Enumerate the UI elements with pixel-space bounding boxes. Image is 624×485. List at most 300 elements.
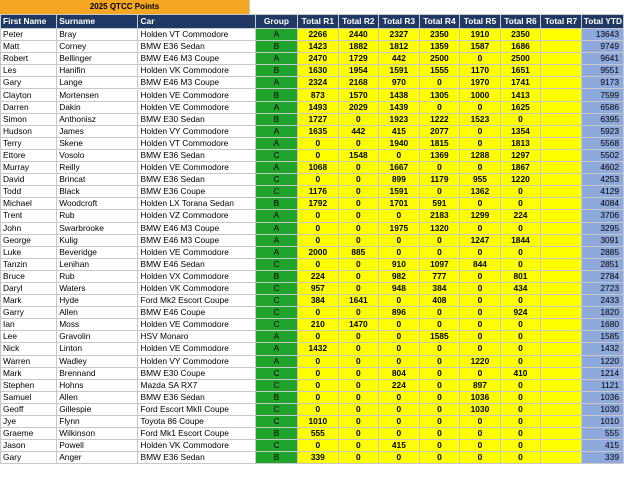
cell-r5[interactable]: 0 bbox=[460, 428, 501, 440]
cell-r4[interactable]: 0 bbox=[419, 307, 460, 319]
cell-r6[interactable]: 0 bbox=[500, 355, 541, 367]
cell-first-name[interactable]: Mark bbox=[1, 367, 57, 379]
header-total-r6[interactable]: Total R6 bbox=[500, 15, 541, 29]
cell-r3[interactable]: 1923 bbox=[379, 113, 420, 125]
cell-r4[interactable]: 0 bbox=[419, 246, 460, 258]
cell-surname[interactable]: Rub bbox=[57, 210, 138, 222]
cell-r2[interactable]: 1570 bbox=[338, 89, 379, 101]
header-car[interactable]: Car bbox=[138, 15, 255, 29]
cell-surname[interactable]: Rub bbox=[57, 270, 138, 282]
cell-r4[interactable]: 777 bbox=[419, 270, 460, 282]
cell-r6[interactable]: 2350 bbox=[500, 29, 541, 41]
cell-r6[interactable]: 0 bbox=[500, 331, 541, 343]
cell-r2[interactable]: 2029 bbox=[338, 101, 379, 113]
cell-r4[interactable]: 1222 bbox=[419, 113, 460, 125]
cell-car[interactable]: BMW E46 M3 Coupe bbox=[138, 234, 255, 246]
cell-surname[interactable]: Black bbox=[57, 186, 138, 198]
cell-r4[interactable]: 0 bbox=[419, 343, 460, 355]
cell-group[interactable]: C bbox=[255, 440, 297, 452]
cell-r2[interactable]: 0 bbox=[338, 440, 379, 452]
cell-ytd[interactable]: 6586 bbox=[581, 101, 623, 113]
cell-r1[interactable]: 0 bbox=[298, 174, 339, 186]
cell-ytd[interactable]: 339 bbox=[581, 452, 623, 464]
cell-r7[interactable] bbox=[541, 270, 582, 282]
cell-ytd[interactable]: 9551 bbox=[581, 65, 623, 77]
cell-r7[interactable] bbox=[541, 391, 582, 403]
cell-r5[interactable]: 0 bbox=[460, 452, 501, 464]
cell-ytd[interactable]: 2433 bbox=[581, 295, 623, 307]
cell-surname[interactable]: Flynn bbox=[57, 416, 138, 428]
cell-r1[interactable]: 2000 bbox=[298, 246, 339, 258]
cell-r6[interactable]: 0 bbox=[500, 428, 541, 440]
cell-r5[interactable]: 1036 bbox=[460, 391, 501, 403]
cell-r6[interactable]: 0 bbox=[500, 343, 541, 355]
cell-r5[interactable]: 1362 bbox=[460, 186, 501, 198]
cell-ytd[interactable]: 1030 bbox=[581, 403, 623, 415]
header-surname[interactable]: Surname bbox=[57, 15, 138, 29]
cell-group[interactable]: B bbox=[255, 391, 297, 403]
cell-group[interactable]: B bbox=[255, 89, 297, 101]
cell-r1[interactable]: 1423 bbox=[298, 41, 339, 53]
cell-r1[interactable]: 2324 bbox=[298, 77, 339, 89]
cell-first-name[interactable]: David bbox=[1, 174, 57, 186]
cell-r1[interactable]: 0 bbox=[298, 440, 339, 452]
cell-r6[interactable]: 1354 bbox=[500, 125, 541, 137]
cell-r1[interactable]: 2470 bbox=[298, 53, 339, 65]
cell-r3[interactable]: 1975 bbox=[379, 222, 420, 234]
cell-first-name[interactable]: Ettore bbox=[1, 149, 57, 161]
cell-group[interactable]: A bbox=[255, 29, 297, 41]
cell-group[interactable]: C bbox=[255, 379, 297, 391]
cell-r1[interactable]: 0 bbox=[298, 307, 339, 319]
cell-car[interactable]: Holden VY Commodore bbox=[138, 125, 255, 137]
cell-r6[interactable]: 0 bbox=[500, 452, 541, 464]
cell-r7[interactable] bbox=[541, 113, 582, 125]
cell-car[interactable]: Holden VE Commodore bbox=[138, 162, 255, 174]
cell-r1[interactable]: 1010 bbox=[298, 416, 339, 428]
cell-r2[interactable]: 0 bbox=[338, 174, 379, 186]
cell-r7[interactable] bbox=[541, 367, 582, 379]
cell-first-name[interactable]: Samuel bbox=[1, 391, 57, 403]
cell-r5[interactable]: 0 bbox=[460, 319, 501, 331]
cell-r4[interactable]: 2500 bbox=[419, 53, 460, 65]
cell-r2[interactable]: 1470 bbox=[338, 319, 379, 331]
cell-car[interactable]: Holden VY Commodore bbox=[138, 355, 255, 367]
cell-car[interactable]: Holden VE Commodore bbox=[138, 343, 255, 355]
cell-ytd[interactable]: 6395 bbox=[581, 113, 623, 125]
cell-r3[interactable]: 0 bbox=[379, 319, 420, 331]
cell-r1[interactable]: 0 bbox=[298, 367, 339, 379]
cell-r2[interactable]: 0 bbox=[338, 391, 379, 403]
cell-r5[interactable]: 1288 bbox=[460, 149, 501, 161]
cell-r7[interactable] bbox=[541, 162, 582, 174]
cell-first-name[interactable]: Jye bbox=[1, 416, 57, 428]
cell-r2[interactable]: 885 bbox=[338, 246, 379, 258]
cell-r3[interactable]: 0 bbox=[379, 452, 420, 464]
cell-r7[interactable] bbox=[541, 331, 582, 343]
cell-r3[interactable]: 0 bbox=[379, 210, 420, 222]
cell-r4[interactable]: 0 bbox=[419, 234, 460, 246]
cell-r4[interactable]: 408 bbox=[419, 295, 460, 307]
cell-first-name[interactable]: Garry bbox=[1, 307, 57, 319]
cell-r4[interactable]: 0 bbox=[419, 186, 460, 198]
cell-r3[interactable]: 415 bbox=[379, 440, 420, 452]
cell-r3[interactable]: 0 bbox=[379, 234, 420, 246]
cell-first-name[interactable]: Geoff bbox=[1, 403, 57, 415]
cell-group[interactable]: C bbox=[255, 174, 297, 186]
cell-group[interactable]: C bbox=[255, 367, 297, 379]
cell-first-name[interactable]: Mark bbox=[1, 295, 57, 307]
cell-r5[interactable]: 0 bbox=[460, 416, 501, 428]
cell-first-name[interactable]: Stephen bbox=[1, 379, 57, 391]
header-total-r2[interactable]: Total R2 bbox=[338, 15, 379, 29]
cell-r1[interactable]: 1635 bbox=[298, 125, 339, 137]
cell-r7[interactable] bbox=[541, 41, 582, 53]
cell-ytd[interactable]: 9749 bbox=[581, 41, 623, 53]
cell-r6[interactable]: 224 bbox=[500, 210, 541, 222]
cell-r2[interactable]: 0 bbox=[338, 331, 379, 343]
cell-r2[interactable]: 1729 bbox=[338, 53, 379, 65]
cell-r1[interactable]: 210 bbox=[298, 319, 339, 331]
cell-r6[interactable]: 0 bbox=[500, 295, 541, 307]
cell-ytd[interactable]: 9173 bbox=[581, 77, 623, 89]
cell-car[interactable]: Holden VE Commodore bbox=[138, 246, 255, 258]
cell-surname[interactable]: Dakin bbox=[57, 101, 138, 113]
cell-surname[interactable]: Hyde bbox=[57, 295, 138, 307]
cell-r4[interactable]: 384 bbox=[419, 282, 460, 294]
cell-r7[interactable] bbox=[541, 282, 582, 294]
cell-r5[interactable]: 1587 bbox=[460, 41, 501, 53]
cell-first-name[interactable]: Terry bbox=[1, 137, 57, 149]
cell-r7[interactable] bbox=[541, 186, 582, 198]
cell-r6[interactable]: 0 bbox=[500, 379, 541, 391]
cell-ytd[interactable]: 5923 bbox=[581, 125, 623, 137]
cell-r2[interactable]: 2440 bbox=[338, 29, 379, 41]
cell-r5[interactable]: 1220 bbox=[460, 355, 501, 367]
cell-car[interactable]: BMW E36 Coupe bbox=[138, 186, 255, 198]
cell-r3[interactable]: 1438 bbox=[379, 89, 420, 101]
cell-r7[interactable] bbox=[541, 101, 582, 113]
cell-r1[interactable]: 0 bbox=[298, 258, 339, 270]
cell-car[interactable]: BMW E46 M3 Coupe bbox=[138, 77, 255, 89]
cell-r4[interactable]: 591 bbox=[419, 198, 460, 210]
cell-first-name[interactable]: Robert bbox=[1, 53, 57, 65]
cell-r7[interactable] bbox=[541, 452, 582, 464]
header-total-r7[interactable]: Total R7 bbox=[541, 15, 582, 29]
cell-r1[interactable]: 1432 bbox=[298, 343, 339, 355]
cell-group[interactable]: A bbox=[255, 343, 297, 355]
cell-r2[interactable]: 0 bbox=[338, 137, 379, 149]
cell-r4[interactable]: 0 bbox=[419, 77, 460, 89]
cell-surname[interactable]: Linton bbox=[57, 343, 138, 355]
cell-ytd[interactable]: 1214 bbox=[581, 367, 623, 379]
cell-group[interactable]: A bbox=[255, 77, 297, 89]
cell-first-name[interactable]: Ian bbox=[1, 319, 57, 331]
cell-ytd[interactable]: 5502 bbox=[581, 149, 623, 161]
cell-car[interactable]: Ford Mk2 Escort Coupe bbox=[138, 295, 255, 307]
cell-r7[interactable] bbox=[541, 198, 582, 210]
cell-ytd[interactable]: 3091 bbox=[581, 234, 623, 246]
cell-r3[interactable]: 899 bbox=[379, 174, 420, 186]
cell-r3[interactable]: 982 bbox=[379, 270, 420, 282]
cell-first-name[interactable]: Darren bbox=[1, 101, 57, 113]
cell-group[interactable]: B bbox=[255, 113, 297, 125]
cell-surname[interactable]: Gillespie bbox=[57, 403, 138, 415]
header-group[interactable]: Group bbox=[255, 15, 297, 29]
cell-r7[interactable] bbox=[541, 137, 582, 149]
cell-surname[interactable]: Gravolin bbox=[57, 331, 138, 343]
cell-surname[interactable]: Reilly bbox=[57, 162, 138, 174]
cell-r5[interactable]: 1910 bbox=[460, 29, 501, 41]
cell-car[interactable]: HSV Monaro bbox=[138, 331, 255, 343]
cell-surname[interactable]: Hanifin bbox=[57, 65, 138, 77]
cell-car[interactable]: Holden VE Commodore bbox=[138, 319, 255, 331]
cell-ytd[interactable]: 1010 bbox=[581, 416, 623, 428]
cell-r1[interactable]: 0 bbox=[298, 234, 339, 246]
cell-r7[interactable] bbox=[541, 428, 582, 440]
cell-r5[interactable]: 0 bbox=[460, 222, 501, 234]
header-total-r1[interactable]: Total R1 bbox=[298, 15, 339, 29]
cell-car[interactable]: BMW E36 Sedan bbox=[138, 41, 255, 53]
cell-r3[interactable]: 1591 bbox=[379, 65, 420, 77]
cell-group[interactable]: C bbox=[255, 319, 297, 331]
cell-car[interactable]: BMW E36 Sedan bbox=[138, 391, 255, 403]
cell-r6[interactable]: 434 bbox=[500, 282, 541, 294]
sheet-title-banner[interactable]: 2025 QTCC Points bbox=[0, 0, 250, 14]
cell-r2[interactable]: 1548 bbox=[338, 149, 379, 161]
cell-r3[interactable]: 415 bbox=[379, 125, 420, 137]
cell-r4[interactable]: 0 bbox=[419, 162, 460, 174]
cell-r4[interactable]: 0 bbox=[419, 416, 460, 428]
cell-surname[interactable]: Brincat bbox=[57, 174, 138, 186]
cell-r7[interactable] bbox=[541, 125, 582, 137]
cell-r6[interactable]: 1413 bbox=[500, 89, 541, 101]
cell-car[interactable]: Holden VK Commodore bbox=[138, 440, 255, 452]
cell-r3[interactable]: 0 bbox=[379, 149, 420, 161]
cell-first-name[interactable]: Warren bbox=[1, 355, 57, 367]
cell-group[interactable]: C bbox=[255, 282, 297, 294]
cell-r7[interactable] bbox=[541, 174, 582, 186]
cell-ytd[interactable]: 2723 bbox=[581, 282, 623, 294]
cell-r4[interactable]: 1815 bbox=[419, 137, 460, 149]
cell-r1[interactable]: 0 bbox=[298, 222, 339, 234]
cell-r7[interactable] bbox=[541, 258, 582, 270]
cell-r6[interactable]: 1844 bbox=[500, 234, 541, 246]
cell-car[interactable]: BMW E46 Coupe bbox=[138, 307, 255, 319]
cell-group[interactable]: A bbox=[255, 234, 297, 246]
cell-r2[interactable]: 0 bbox=[338, 343, 379, 355]
cell-ytd[interactable]: 2784 bbox=[581, 270, 623, 282]
cell-r5[interactable]: 0 bbox=[460, 101, 501, 113]
cell-group[interactable]: A bbox=[255, 101, 297, 113]
cell-r1[interactable]: 339 bbox=[298, 452, 339, 464]
cell-surname[interactable]: Wilkinson bbox=[57, 428, 138, 440]
cell-r3[interactable]: 0 bbox=[379, 295, 420, 307]
cell-r4[interactable]: 1179 bbox=[419, 174, 460, 186]
cell-first-name[interactable]: Daryl bbox=[1, 282, 57, 294]
cell-r6[interactable]: 924 bbox=[500, 307, 541, 319]
cell-r3[interactable]: 804 bbox=[379, 367, 420, 379]
cell-r2[interactable]: 2168 bbox=[338, 77, 379, 89]
cell-first-name[interactable]: Tanzin bbox=[1, 258, 57, 270]
cell-surname[interactable]: Lange bbox=[57, 77, 138, 89]
cell-first-name[interactable]: Bruce bbox=[1, 270, 57, 282]
cell-surname[interactable]: Lenihan bbox=[57, 258, 138, 270]
cell-ytd[interactable]: 1585 bbox=[581, 331, 623, 343]
cell-r5[interactable]: 0 bbox=[460, 137, 501, 149]
cell-r2[interactable]: 0 bbox=[338, 113, 379, 125]
cell-r6[interactable]: 0 bbox=[500, 416, 541, 428]
cell-group[interactable]: B bbox=[255, 41, 297, 53]
cell-r2[interactable]: 0 bbox=[338, 222, 379, 234]
cell-r2[interactable]: 0 bbox=[338, 355, 379, 367]
cell-car[interactable]: BMW E46 M3 Coupe bbox=[138, 222, 255, 234]
cell-first-name[interactable]: Michael bbox=[1, 198, 57, 210]
cell-first-name[interactable]: Murray bbox=[1, 162, 57, 174]
cell-r6[interactable]: 0 bbox=[500, 391, 541, 403]
cell-r4[interactable]: 1305 bbox=[419, 89, 460, 101]
cell-r7[interactable] bbox=[541, 379, 582, 391]
cell-r5[interactable]: 0 bbox=[460, 53, 501, 65]
cell-ytd[interactable]: 7599 bbox=[581, 89, 623, 101]
cell-surname[interactable]: Allen bbox=[57, 307, 138, 319]
cell-r3[interactable]: 0 bbox=[379, 331, 420, 343]
cell-r2[interactable]: 0 bbox=[338, 367, 379, 379]
cell-r1[interactable]: 0 bbox=[298, 149, 339, 161]
cell-surname[interactable]: Vosolo bbox=[57, 149, 138, 161]
cell-r4[interactable]: 2183 bbox=[419, 210, 460, 222]
cell-surname[interactable]: Beveridge bbox=[57, 246, 138, 258]
cell-r2[interactable]: 1954 bbox=[338, 65, 379, 77]
cell-r1[interactable]: 1493 bbox=[298, 101, 339, 113]
cell-r1[interactable]: 224 bbox=[298, 270, 339, 282]
cell-surname[interactable]: Hohns bbox=[57, 379, 138, 391]
header-total-r4[interactable]: Total R4 bbox=[419, 15, 460, 29]
cell-r6[interactable]: 0 bbox=[500, 246, 541, 258]
cell-r2[interactable]: 0 bbox=[338, 282, 379, 294]
cell-surname[interactable]: Moss bbox=[57, 319, 138, 331]
cell-r4[interactable]: 0 bbox=[419, 403, 460, 415]
cell-ytd[interactable]: 415 bbox=[581, 440, 623, 452]
cell-r1[interactable]: 2266 bbox=[298, 29, 339, 41]
cell-r7[interactable] bbox=[541, 149, 582, 161]
cell-r5[interactable]: 0 bbox=[460, 162, 501, 174]
cell-r1[interactable]: 1727 bbox=[298, 113, 339, 125]
cell-group[interactable]: C bbox=[255, 258, 297, 270]
cell-ytd[interactable]: 1121 bbox=[581, 379, 623, 391]
cell-r6[interactable]: 0 bbox=[500, 440, 541, 452]
cell-r3[interactable]: 0 bbox=[379, 428, 420, 440]
cell-r5[interactable]: 1030 bbox=[460, 403, 501, 415]
cell-ytd[interactable]: 1036 bbox=[581, 391, 623, 403]
cell-r2[interactable]: 1641 bbox=[338, 295, 379, 307]
cell-ytd[interactable]: 1820 bbox=[581, 307, 623, 319]
cell-r7[interactable] bbox=[541, 234, 582, 246]
cell-first-name[interactable]: Lee bbox=[1, 331, 57, 343]
cell-r4[interactable]: 1369 bbox=[419, 149, 460, 161]
cell-r6[interactable]: 1220 bbox=[500, 174, 541, 186]
cell-car[interactable]: Holden VE Commodore bbox=[138, 89, 255, 101]
cell-first-name[interactable]: Nick bbox=[1, 343, 57, 355]
cell-car[interactable]: BMW E36 Sedan bbox=[138, 452, 255, 464]
cell-r2[interactable]: 0 bbox=[338, 270, 379, 282]
cell-first-name[interactable]: John bbox=[1, 222, 57, 234]
cell-r3[interactable]: 2327 bbox=[379, 29, 420, 41]
cell-first-name[interactable]: Gary bbox=[1, 77, 57, 89]
cell-first-name[interactable]: Simon bbox=[1, 113, 57, 125]
cell-r5[interactable]: 1247 bbox=[460, 234, 501, 246]
cell-group[interactable]: C bbox=[255, 149, 297, 161]
cell-group[interactable]: B bbox=[255, 65, 297, 77]
cell-group[interactable]: A bbox=[255, 331, 297, 343]
cell-group[interactable]: C bbox=[255, 416, 297, 428]
cell-r5[interactable]: 955 bbox=[460, 174, 501, 186]
cell-r4[interactable]: 0 bbox=[419, 452, 460, 464]
cell-first-name[interactable]: Peter bbox=[1, 29, 57, 41]
cell-group[interactable]: B bbox=[255, 270, 297, 282]
cell-ytd[interactable]: 1432 bbox=[581, 343, 623, 355]
cell-r3[interactable]: 948 bbox=[379, 282, 420, 294]
cell-surname[interactable]: Bellinger bbox=[57, 53, 138, 65]
cell-group[interactable]: C bbox=[255, 186, 297, 198]
cell-r7[interactable] bbox=[541, 65, 582, 77]
cell-car[interactable]: BMW E30 Coupe bbox=[138, 367, 255, 379]
cell-r4[interactable]: 0 bbox=[419, 428, 460, 440]
cell-r7[interactable] bbox=[541, 77, 582, 89]
cell-car[interactable]: Holden VK Commodore bbox=[138, 282, 255, 294]
cell-r1[interactable]: 957 bbox=[298, 282, 339, 294]
cell-r5[interactable]: 0 bbox=[460, 270, 501, 282]
cell-car[interactable]: BMW E46 Sedan bbox=[138, 258, 255, 270]
cell-car[interactable]: Holden VK Commodore bbox=[138, 65, 255, 77]
cell-first-name[interactable]: George bbox=[1, 234, 57, 246]
cell-r4[interactable]: 1555 bbox=[419, 65, 460, 77]
cell-first-name[interactable]: Trent bbox=[1, 210, 57, 222]
cell-r1[interactable]: 384 bbox=[298, 295, 339, 307]
cell-r5[interactable]: 0 bbox=[460, 125, 501, 137]
cell-r1[interactable]: 1792 bbox=[298, 198, 339, 210]
cell-ytd[interactable]: 555 bbox=[581, 428, 623, 440]
cell-group[interactable]: C bbox=[255, 403, 297, 415]
cell-r3[interactable]: 1667 bbox=[379, 162, 420, 174]
cell-r6[interactable]: 0 bbox=[500, 186, 541, 198]
cell-surname[interactable]: Swarbrooke bbox=[57, 222, 138, 234]
cell-r5[interactable]: 0 bbox=[460, 367, 501, 379]
cell-ytd[interactable]: 5568 bbox=[581, 137, 623, 149]
cell-surname[interactable]: Kulig bbox=[57, 234, 138, 246]
cell-r4[interactable]: 1320 bbox=[419, 222, 460, 234]
cell-r4[interactable]: 0 bbox=[419, 379, 460, 391]
cell-r1[interactable]: 0 bbox=[298, 210, 339, 222]
cell-r3[interactable]: 0 bbox=[379, 246, 420, 258]
cell-r2[interactable]: 0 bbox=[338, 416, 379, 428]
cell-r6[interactable]: 0 bbox=[500, 258, 541, 270]
cell-r7[interactable] bbox=[541, 89, 582, 101]
cell-ytd[interactable]: 3706 bbox=[581, 210, 623, 222]
cell-r3[interactable]: 1940 bbox=[379, 137, 420, 149]
cell-surname[interactable]: Powell bbox=[57, 440, 138, 452]
cell-r5[interactable]: 1000 bbox=[460, 89, 501, 101]
cell-r5[interactable]: 0 bbox=[460, 440, 501, 452]
cell-r5[interactable]: 1170 bbox=[460, 65, 501, 77]
cell-r5[interactable]: 1970 bbox=[460, 77, 501, 89]
cell-ytd[interactable]: 13643 bbox=[581, 29, 623, 41]
cell-r2[interactable]: 442 bbox=[338, 125, 379, 137]
cell-r2[interactable]: 0 bbox=[338, 379, 379, 391]
cell-r4[interactable]: 1585 bbox=[419, 331, 460, 343]
cell-r5[interactable]: 0 bbox=[460, 282, 501, 294]
cell-r7[interactable] bbox=[541, 355, 582, 367]
